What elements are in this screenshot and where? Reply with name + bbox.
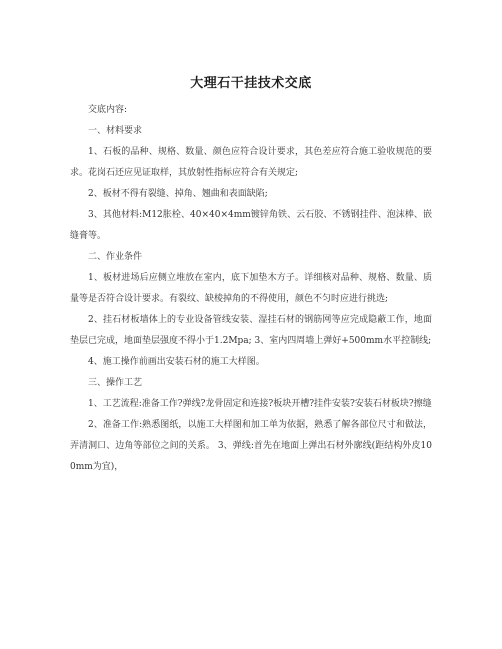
section-heading-materials: 一、材料要求 (88, 126, 143, 136)
paragraph-intro: 交底内容: (88, 105, 128, 115)
paragraph: 3、其他材料:M12胀栓、40×40×4mm镀锌角铁、云石胶、不锈钢挂件、泡沫棒、嵌缝膏等。 (70, 210, 432, 241)
paragraph: 1、板材进场后应侧立堆放在室内，底下加垫木方子。详细核对品种、规格、数量、质量等是否符合设计要求。有裂纹、缺棱掉角的不得使用，颜色不匀时应进行挑选; (70, 273, 432, 304)
document-body (70, 100, 432, 478)
paragraph: 2、准备工作:熟悉图纸，以施工大样图和加工单为依据，熟悉了解各部位尺寸和做法，弄清洞口、边角等部位之间的关系。 3、弹线:首先在地面上弹出石材外廓线(距结构外皮100mm为宜)， (70, 420, 432, 472)
paragraph: 4、施工操作前画出安装石材的施工大样图。 (88, 357, 265, 367)
paragraph: 1、石板的品种、规格、数量、颜色应符合设计要求，其色差应符合施工验收规范的要求。花岗石还应见证取样，其放射性指标应符合有关规定; (70, 147, 432, 178)
document-title: 大理石干挂技术交底 (190, 76, 312, 91)
paragraph: 1、工艺流程:准备工作?弹线?龙骨固定和连接?板块开槽?挂件安装?安装石材板块?擦缝 (88, 399, 432, 409)
paragraph: 2、板材不得有裂缝、掉角、翘曲和表面缺陷; (88, 189, 268, 199)
section-heading-conditions: 二、作业条件 (88, 252, 143, 262)
section-heading-process: 三、操作工艺 (88, 378, 143, 388)
paragraph: 2、挂石材板墙体上的专业设备管线安装、湿挂石材的钢筋网等应完成隐蔽工作，地面垫层已完成，地面垫层强度不得小于1.2Mpa; 3、室内四周墙上弹好+500mm水平控制线; (70, 315, 432, 346)
